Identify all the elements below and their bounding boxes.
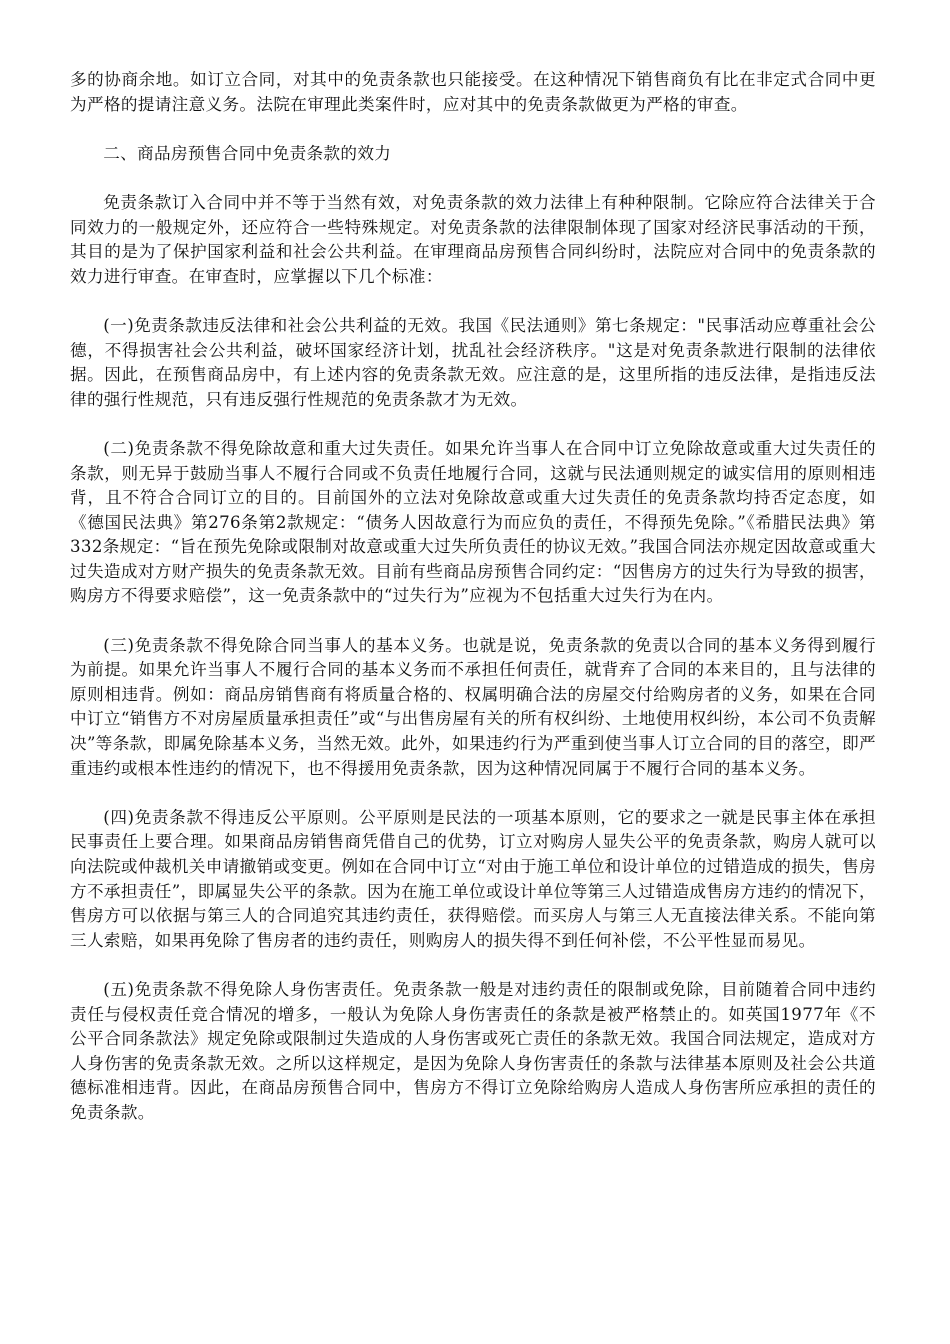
paragraph-intro: 免责条款订入合同中并不等于当然有效，对免责条款的效力法律上有种种限制。它除应符合法律关于合同效力的一般规定外，还应符合一些特殊规定。对免责条款的法律限制体现了国家对经济民事活动的干预，其目的是为了保护国家利益和社会公共利益。在审理商品房预售合同纠纷时，法院应对合同中的免责条款的效力进行审查。在审查时，应掌握以下几个标准： <box>70 192 876 286</box>
paragraph-item-4: (四)免责条款不得违反公平原则。公平原则是民法的一项基本原则，它的要求之一就是民事主体在承担民事责任上要合理。如果商品房销售商凭借自己的优势，订立对购房人显失公平的免责条款，购房人就可以向法院或仲裁机关申请撤销或变更。例如在合同中订立“对由于施工单位和设计单位的过错造成的损失，售房方不承担责任”，即属显失公平的条款。因为在施工单位或设计单位等第三人过错造成售房方违约的情况下，售房方可以依据与第三人的合同追究其违约责任，获得赔偿。而买房人与第三人无直接法律关系。不能向第三人索赔，如果再免除了售房者的违约责任，则购房人的损失得不到任何补偿，不公平性显而易见。 <box>70 807 876 950</box>
paragraph-item-5: (五)免责条款不得免除人身伤害责任。免责条款一般是对违约责任的限制或免除，目前随着合同中违约责任与侵权责任竞合情况的增多，一般认为免除人身伤害责任的条款是被严格禁止的。如英国1977年《不公平合同条款法》规定免除或限制过失造成的人身伤害或死亡责任的条款无效。我国合同法规定，造成对方人身伤害的免责条款无效。之所以这样规定，是因为免除人身伤害责任的条款与法律基本原则及社会公共道德标准相违背。因此，在商品房预售合同中，售房方不得订立免除给购房人造成人身伤害所应承担的责任的免责条款。 <box>70 979 876 1122</box>
paragraph-item-3: (三)免责条款不得免除合同当事人的基本义务。也就是说，免责条款的免责以合同的基本义务得到履行为前提。如果允许当事人不履行合同的基本义务而不承担任何责任，就背弃了合同的本来目的，且与法律的原则相违背。例如：商品房销售商有将质量合格的、权属明确合法的房屋交付给购房者的义务，如果在合同中订立“销售方不对房屋质量承担责任”或“与出售房屋有关的所有权纠纷、土地使用权纠纷，本公司不负责解决”等条款，即属免除基本义务，当然无效。此外，如果违约行为严重到使当事人订立合同的目的落空，即严重违约或根本性违约的情况下，也不得援用免责条款，因为这种情况同属于不履行合同的基本义务。 <box>70 635 876 778</box>
paragraph-item-2: (二)免责条款不得免除故意和重大过失责任。如果允许当事人在合同中订立免除故意或重大过失责任的条款，则无异于鼓励当事人不履行合同或不负责任地履行合同，这就与民法通则规定的诚实信用的原则相违背，且不符合合同订立的目的。目前国外的立法对免除故意或重大过失责任的免责条款均持否定态度，如《德国民法典》第276条第2款规定：“债务人因故意行为而应负的责任，不得预先免除。”《希腊民法典》第332条规定：“旨在预先免除或限制对故意或重大过失所负责任的协议无效。”我国合同法亦规定因故意或重大过失造成对方财产损失的免责条款无效。目前有些商品房预售合同约定：“因售房方的过失行为导致的损害，购房方不得要求赔偿”，这一免责条款中的“过失行为”应视为不包括重大过失行为在内。 <box>70 438 876 606</box>
paragraph-item-1: (一)免责条款违反法律和社会公共利益的无效。我国《民法通则》第七条规定："民事活动应尊重社会公德，不得损害社会公共利益，破坏国家经济计划，扰乱社会经济秩序。"这是对免责条款进行限制的法律依据。因此，在预售商品房中，有上述内容的免责条款无效。应注意的是，这里所指的违反法律，是指违反法律的强行性规范，只有违反强行性规范的免责条款才为无效。 <box>70 315 876 409</box>
document-page <box>70 68 876 1150</box>
section-heading: 二、商品房预售合同中免责条款的效力 <box>103 143 392 163</box>
paragraph-continuation: 多的协商余地。如订立合同，对其中的免责条款也只能接受。在这种情况下销售商负有比在非定式合同中更为严格的提请注意义务。法院在审理此类案件时，应对其中的免责条款做更为严格的审查。 <box>70 70 876 114</box>
